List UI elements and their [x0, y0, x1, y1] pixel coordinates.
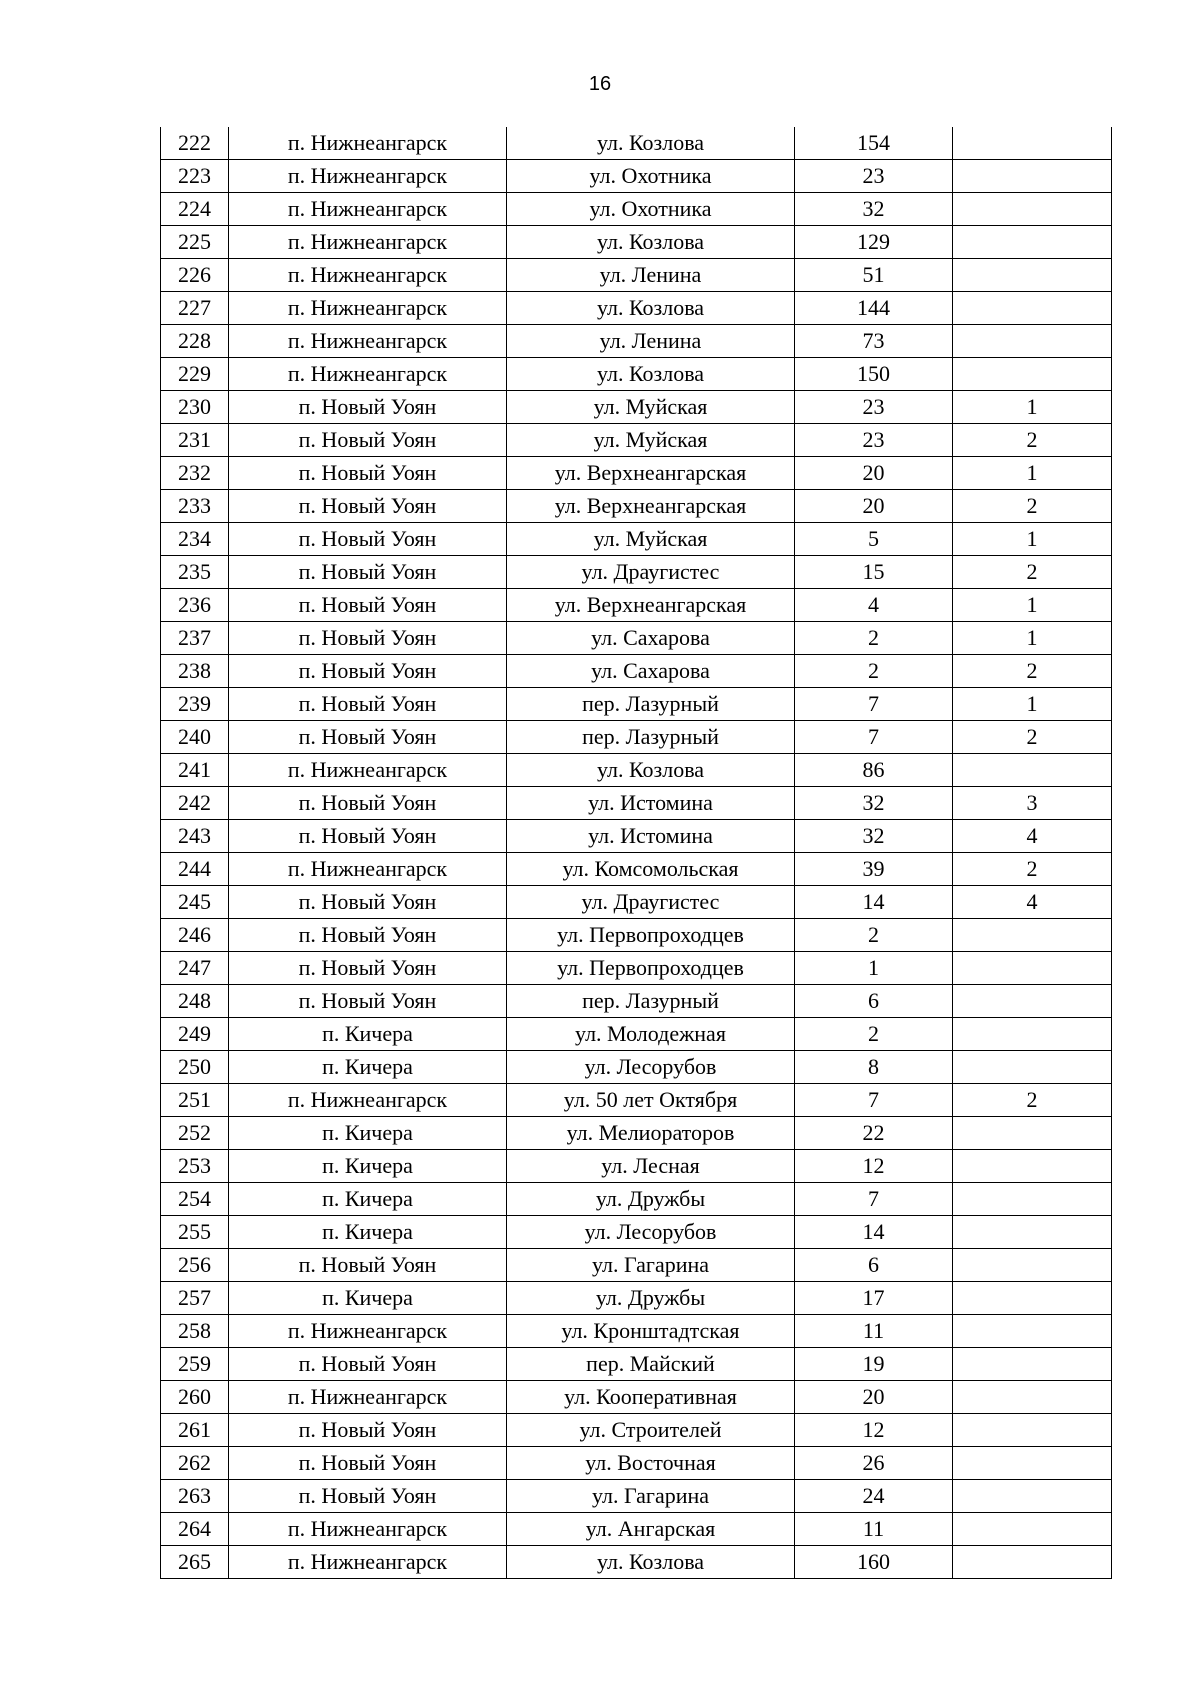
- house-number-cell: 73: [795, 325, 953, 358]
- house-number-cell: 23: [795, 391, 953, 424]
- settlement-cell: п. Новый Уоян: [229, 1414, 507, 1447]
- settlement-cell: п. Нижнеангарск: [229, 853, 507, 886]
- street-cell: ул. Драугистес: [507, 556, 795, 589]
- apartment-cell: [953, 1414, 1112, 1447]
- settlement-cell: п. Нижнеангарск: [229, 226, 507, 259]
- apartment-cell: [953, 1249, 1112, 1282]
- house-number-cell: 15: [795, 556, 953, 589]
- house-number-cell: 4: [795, 589, 953, 622]
- street-cell: ул. Охотника: [507, 160, 795, 193]
- row-number-cell: 230: [161, 391, 229, 424]
- apartment-cell: 2: [953, 721, 1112, 754]
- street-cell: ул. Козлова: [507, 292, 795, 325]
- settlement-cell: п. Новый Уоян: [229, 655, 507, 688]
- street-cell: ул. Муйская: [507, 523, 795, 556]
- table-row: [161, 391, 1112, 424]
- street-cell: ул. Драугистес: [507, 886, 795, 919]
- street-cell: ул. Лесная: [507, 1150, 795, 1183]
- apartment-cell: 2: [953, 655, 1112, 688]
- table-row: [161, 1084, 1112, 1117]
- apartment-cell: 2: [953, 853, 1112, 886]
- table-row: [161, 1018, 1112, 1051]
- settlement-cell: п. Нижнеангарск: [229, 1513, 507, 1546]
- settlement-cell: п. Новый Уоян: [229, 985, 507, 1018]
- house-number-cell: 32: [795, 787, 953, 820]
- street-cell: ул. Комсомольская: [507, 853, 795, 886]
- table-row: [161, 1282, 1112, 1315]
- table-row: [161, 358, 1112, 391]
- apartment-cell: [953, 1018, 1112, 1051]
- settlement-cell: п. Новый Уоян: [229, 556, 507, 589]
- apartment-cell: 4: [953, 886, 1112, 919]
- street-cell: ул. Истомина: [507, 820, 795, 853]
- apartment-cell: 1: [953, 589, 1112, 622]
- street-cell: ул. Лесорубов: [507, 1216, 795, 1249]
- table-row: [161, 721, 1112, 754]
- house-number-cell: 7: [795, 1183, 953, 1216]
- apartment-cell: [953, 1348, 1112, 1381]
- apartment-cell: [953, 1513, 1112, 1546]
- street-cell: ул. Охотника: [507, 193, 795, 226]
- house-number-cell: 20: [795, 457, 953, 490]
- apartment-cell: [953, 919, 1112, 952]
- row-number-cell: 260: [161, 1381, 229, 1414]
- apartment-cell: [953, 754, 1112, 787]
- address-table: [160, 127, 1112, 1579]
- house-number-cell: 144: [795, 292, 953, 325]
- row-number-cell: 261: [161, 1414, 229, 1447]
- house-number-cell: 7: [795, 688, 953, 721]
- street-cell: ул. Сахарова: [507, 622, 795, 655]
- apartment-cell: 3: [953, 787, 1112, 820]
- apartment-cell: 2: [953, 1084, 1112, 1117]
- street-cell: пер. Майский: [507, 1348, 795, 1381]
- apartment-cell: [953, 985, 1112, 1018]
- settlement-cell: п. Нижнеангарск: [229, 358, 507, 391]
- row-number-cell: 255: [161, 1216, 229, 1249]
- street-cell: ул. Ангарская: [507, 1513, 795, 1546]
- apartment-cell: [953, 193, 1112, 226]
- house-number-cell: 51: [795, 259, 953, 292]
- settlement-cell: п. Новый Уоян: [229, 721, 507, 754]
- house-number-cell: 22: [795, 1117, 953, 1150]
- row-number-cell: 229: [161, 358, 229, 391]
- settlement-cell: п. Кичера: [229, 1282, 507, 1315]
- apartment-cell: [953, 1183, 1112, 1216]
- table-row: [161, 787, 1112, 820]
- apartment-cell: [953, 1216, 1112, 1249]
- apartment-cell: 1: [953, 457, 1112, 490]
- street-cell: ул. Первопроходцев: [507, 952, 795, 985]
- street-cell: ул. Лесорубов: [507, 1051, 795, 1084]
- street-cell: ул. Сахарова: [507, 655, 795, 688]
- house-number-cell: 26: [795, 1447, 953, 1480]
- table-row: [161, 853, 1112, 886]
- row-number-cell: 228: [161, 325, 229, 358]
- table-row: [161, 919, 1112, 952]
- row-number-cell: 233: [161, 490, 229, 523]
- row-number-cell: 252: [161, 1117, 229, 1150]
- apartment-cell: [953, 259, 1112, 292]
- settlement-cell: п. Нижнеангарск: [229, 193, 507, 226]
- house-number-cell: 150: [795, 358, 953, 391]
- apartment-cell: [953, 1546, 1112, 1579]
- table-row: [161, 1150, 1112, 1183]
- row-number-cell: 237: [161, 622, 229, 655]
- apartment-cell: [953, 1480, 1112, 1513]
- row-number-cell: 263: [161, 1480, 229, 1513]
- street-cell: ул. Гагарина: [507, 1249, 795, 1282]
- house-number-cell: 12: [795, 1414, 953, 1447]
- table-row: [161, 556, 1112, 589]
- table-row: [161, 160, 1112, 193]
- settlement-cell: п. Нижнеангарск: [229, 1084, 507, 1117]
- table-row: [161, 820, 1112, 853]
- street-cell: ул. Верхнеангарская: [507, 589, 795, 622]
- apartment-cell: [953, 1381, 1112, 1414]
- row-number-cell: 250: [161, 1051, 229, 1084]
- address-table-body: [161, 127, 1112, 1579]
- row-number-cell: 246: [161, 919, 229, 952]
- house-number-cell: 8: [795, 1051, 953, 1084]
- table-row: [161, 754, 1112, 787]
- house-number-cell: 12: [795, 1150, 953, 1183]
- table-row: [161, 1315, 1112, 1348]
- street-cell: ул. Муйская: [507, 424, 795, 457]
- row-number-cell: 251: [161, 1084, 229, 1117]
- table-row: [161, 589, 1112, 622]
- table-row: [161, 1249, 1112, 1282]
- settlement-cell: п. Кичера: [229, 1183, 507, 1216]
- street-cell: ул. Строителей: [507, 1414, 795, 1447]
- row-number-cell: 249: [161, 1018, 229, 1051]
- settlement-cell: п. Новый Уоян: [229, 523, 507, 556]
- house-number-cell: 11: [795, 1513, 953, 1546]
- apartment-cell: [953, 1117, 1112, 1150]
- row-number-cell: 236: [161, 589, 229, 622]
- table-row: [161, 193, 1112, 226]
- settlement-cell: п. Новый Уоян: [229, 457, 507, 490]
- table-row: [161, 1183, 1112, 1216]
- row-number-cell: 244: [161, 853, 229, 886]
- house-number-cell: 7: [795, 721, 953, 754]
- settlement-cell: п. Новый Уоян: [229, 919, 507, 952]
- house-number-cell: 2: [795, 622, 953, 655]
- settlement-cell: п. Новый Уоян: [229, 787, 507, 820]
- street-cell: ул. Козлова: [507, 1546, 795, 1579]
- house-number-cell: 7: [795, 1084, 953, 1117]
- street-cell: ул. Дружбы: [507, 1282, 795, 1315]
- settlement-cell: п. Новый Уоян: [229, 688, 507, 721]
- apartment-cell: [953, 952, 1112, 985]
- settlement-cell: п. Кичера: [229, 1117, 507, 1150]
- settlement-cell: п. Кичера: [229, 1150, 507, 1183]
- settlement-cell: п. Кичера: [229, 1018, 507, 1051]
- settlement-cell: п. Нижнеангарск: [229, 160, 507, 193]
- table-row: [161, 1381, 1112, 1414]
- street-cell: пер. Лазурный: [507, 985, 795, 1018]
- apartment-cell: [953, 1051, 1112, 1084]
- table-row: [161, 259, 1112, 292]
- settlement-cell: п. Кичера: [229, 1051, 507, 1084]
- row-number-cell: 264: [161, 1513, 229, 1546]
- apartment-cell: [953, 325, 1112, 358]
- settlement-cell: п. Новый Уоян: [229, 622, 507, 655]
- house-number-cell: 23: [795, 160, 953, 193]
- settlement-cell: п. Новый Уоян: [229, 886, 507, 919]
- row-number-cell: 248: [161, 985, 229, 1018]
- house-number-cell: 154: [795, 127, 953, 160]
- table-row: [161, 292, 1112, 325]
- row-number-cell: 245: [161, 886, 229, 919]
- settlement-cell: п. Нижнеангарск: [229, 1381, 507, 1414]
- table-row: [161, 1546, 1112, 1579]
- house-number-cell: 2: [795, 655, 953, 688]
- house-number-cell: 14: [795, 1216, 953, 1249]
- settlement-cell: п. Новый Уоян: [229, 1480, 507, 1513]
- apartment-cell: [953, 160, 1112, 193]
- street-cell: ул. Дружбы: [507, 1183, 795, 1216]
- row-number-cell: 235: [161, 556, 229, 589]
- row-number-cell: 231: [161, 424, 229, 457]
- table-row: [161, 1480, 1112, 1513]
- table-row: [161, 1348, 1112, 1381]
- row-number-cell: 254: [161, 1183, 229, 1216]
- apartment-cell: [953, 1447, 1112, 1480]
- row-number-cell: 259: [161, 1348, 229, 1381]
- apartment-cell: 4: [953, 820, 1112, 853]
- row-number-cell: 239: [161, 688, 229, 721]
- house-number-cell: 32: [795, 193, 953, 226]
- house-number-cell: 23: [795, 424, 953, 457]
- street-cell: пер. Лазурный: [507, 688, 795, 721]
- table-row: [161, 1414, 1112, 1447]
- table-row: [161, 886, 1112, 919]
- table-row: [161, 1447, 1112, 1480]
- table-row: [161, 655, 1112, 688]
- street-cell: ул. Верхнеангарская: [507, 457, 795, 490]
- house-number-cell: 2: [795, 1018, 953, 1051]
- settlement-cell: п. Нижнеангарск: [229, 127, 507, 160]
- settlement-cell: п. Новый Уоян: [229, 391, 507, 424]
- house-number-cell: 39: [795, 853, 953, 886]
- apartment-cell: 1: [953, 622, 1112, 655]
- street-cell: ул. Истомина: [507, 787, 795, 820]
- street-cell: ул. 50 лет Октября: [507, 1084, 795, 1117]
- settlement-cell: п. Нижнеангарск: [229, 1546, 507, 1579]
- table-row: [161, 1513, 1112, 1546]
- row-number-cell: 225: [161, 226, 229, 259]
- table-row: [161, 457, 1112, 490]
- table-row: [161, 1051, 1112, 1084]
- settlement-cell: п. Новый Уоян: [229, 1447, 507, 1480]
- table-row: [161, 622, 1112, 655]
- settlement-cell: п. Нижнеангарск: [229, 754, 507, 787]
- table-row: [161, 325, 1112, 358]
- apartment-cell: [953, 1315, 1112, 1348]
- table-row: [161, 985, 1112, 1018]
- street-cell: ул. Кооперативная: [507, 1381, 795, 1414]
- settlement-cell: п. Нижнеангарск: [229, 292, 507, 325]
- table-row: [161, 1216, 1112, 1249]
- house-number-cell: 2: [795, 919, 953, 952]
- settlement-cell: п. Новый Уоян: [229, 952, 507, 985]
- apartment-cell: 2: [953, 490, 1112, 523]
- street-cell: ул. Восточная: [507, 1447, 795, 1480]
- street-cell: ул. Козлова: [507, 226, 795, 259]
- settlement-cell: п. Нижнеангарск: [229, 259, 507, 292]
- street-cell: ул. Первопроходцев: [507, 919, 795, 952]
- table-row: [161, 127, 1112, 160]
- street-cell: ул. Козлова: [507, 358, 795, 391]
- house-number-cell: 24: [795, 1480, 953, 1513]
- house-number-cell: 129: [795, 226, 953, 259]
- house-number-cell: 1: [795, 952, 953, 985]
- table-row: [161, 490, 1112, 523]
- settlement-cell: п. Новый Уоян: [229, 1348, 507, 1381]
- page-number: 16: [588, 73, 612, 95]
- settlement-cell: п. Новый Уоян: [229, 820, 507, 853]
- apartment-cell: [953, 292, 1112, 325]
- row-number-cell: 226: [161, 259, 229, 292]
- street-cell: ул. Мелиораторов: [507, 1117, 795, 1150]
- row-number-cell: 262: [161, 1447, 229, 1480]
- table-row: [161, 226, 1112, 259]
- apartment-cell: [953, 1150, 1112, 1183]
- row-number-cell: 223: [161, 160, 229, 193]
- row-number-cell: 238: [161, 655, 229, 688]
- street-cell: ул. Ленина: [507, 325, 795, 358]
- row-number-cell: 241: [161, 754, 229, 787]
- settlement-cell: п. Новый Уоян: [229, 589, 507, 622]
- apartment-cell: 1: [953, 391, 1112, 424]
- settlement-cell: п. Новый Уоян: [229, 1249, 507, 1282]
- street-cell: пер. Лазурный: [507, 721, 795, 754]
- street-cell: ул. Молодежная: [507, 1018, 795, 1051]
- house-number-cell: 20: [795, 490, 953, 523]
- apartment-cell: [953, 226, 1112, 259]
- apartment-cell: 2: [953, 556, 1112, 589]
- apartment-cell: 1: [953, 688, 1112, 721]
- row-number-cell: 234: [161, 523, 229, 556]
- street-cell: ул. Муйская: [507, 391, 795, 424]
- apartment-cell: [953, 358, 1112, 391]
- street-cell: ул. Кронштадтская: [507, 1315, 795, 1348]
- table-row: [161, 523, 1112, 556]
- row-number-cell: 253: [161, 1150, 229, 1183]
- row-number-cell: 243: [161, 820, 229, 853]
- row-number-cell: 256: [161, 1249, 229, 1282]
- table-row: [161, 1117, 1112, 1150]
- house-number-cell: 11: [795, 1315, 953, 1348]
- street-cell: ул. Верхнеангарская: [507, 490, 795, 523]
- row-number-cell: 258: [161, 1315, 229, 1348]
- table-row: [161, 952, 1112, 985]
- house-number-cell: 6: [795, 985, 953, 1018]
- street-cell: ул. Ленина: [507, 259, 795, 292]
- row-number-cell: 242: [161, 787, 229, 820]
- row-number-cell: 265: [161, 1546, 229, 1579]
- street-cell: ул. Козлова: [507, 754, 795, 787]
- row-number-cell: 240: [161, 721, 229, 754]
- settlement-cell: п. Нижнеангарск: [229, 1315, 507, 1348]
- row-number-cell: 257: [161, 1282, 229, 1315]
- apartment-cell: [953, 127, 1112, 160]
- apartment-cell: 2: [953, 424, 1112, 457]
- street-cell: ул. Козлова: [507, 127, 795, 160]
- row-number-cell: 247: [161, 952, 229, 985]
- house-number-cell: 160: [795, 1546, 953, 1579]
- house-number-cell: 20: [795, 1381, 953, 1414]
- apartment-cell: [953, 1282, 1112, 1315]
- settlement-cell: п. Кичера: [229, 1216, 507, 1249]
- settlement-cell: п. Новый Уоян: [229, 490, 507, 523]
- table-row: [161, 424, 1112, 457]
- street-cell: ул. Гагарина: [507, 1480, 795, 1513]
- table-row: [161, 688, 1112, 721]
- house-number-cell: 5: [795, 523, 953, 556]
- settlement-cell: п. Нижнеангарск: [229, 325, 507, 358]
- row-number-cell: 224: [161, 193, 229, 226]
- row-number-cell: 222: [161, 127, 229, 160]
- house-number-cell: 19: [795, 1348, 953, 1381]
- settlement-cell: п. Новый Уоян: [229, 424, 507, 457]
- house-number-cell: 14: [795, 886, 953, 919]
- house-number-cell: 17: [795, 1282, 953, 1315]
- row-number-cell: 227: [161, 292, 229, 325]
- house-number-cell: 86: [795, 754, 953, 787]
- house-number-cell: 6: [795, 1249, 953, 1282]
- apartment-cell: 1: [953, 523, 1112, 556]
- house-number-cell: 32: [795, 820, 953, 853]
- row-number-cell: 232: [161, 457, 229, 490]
